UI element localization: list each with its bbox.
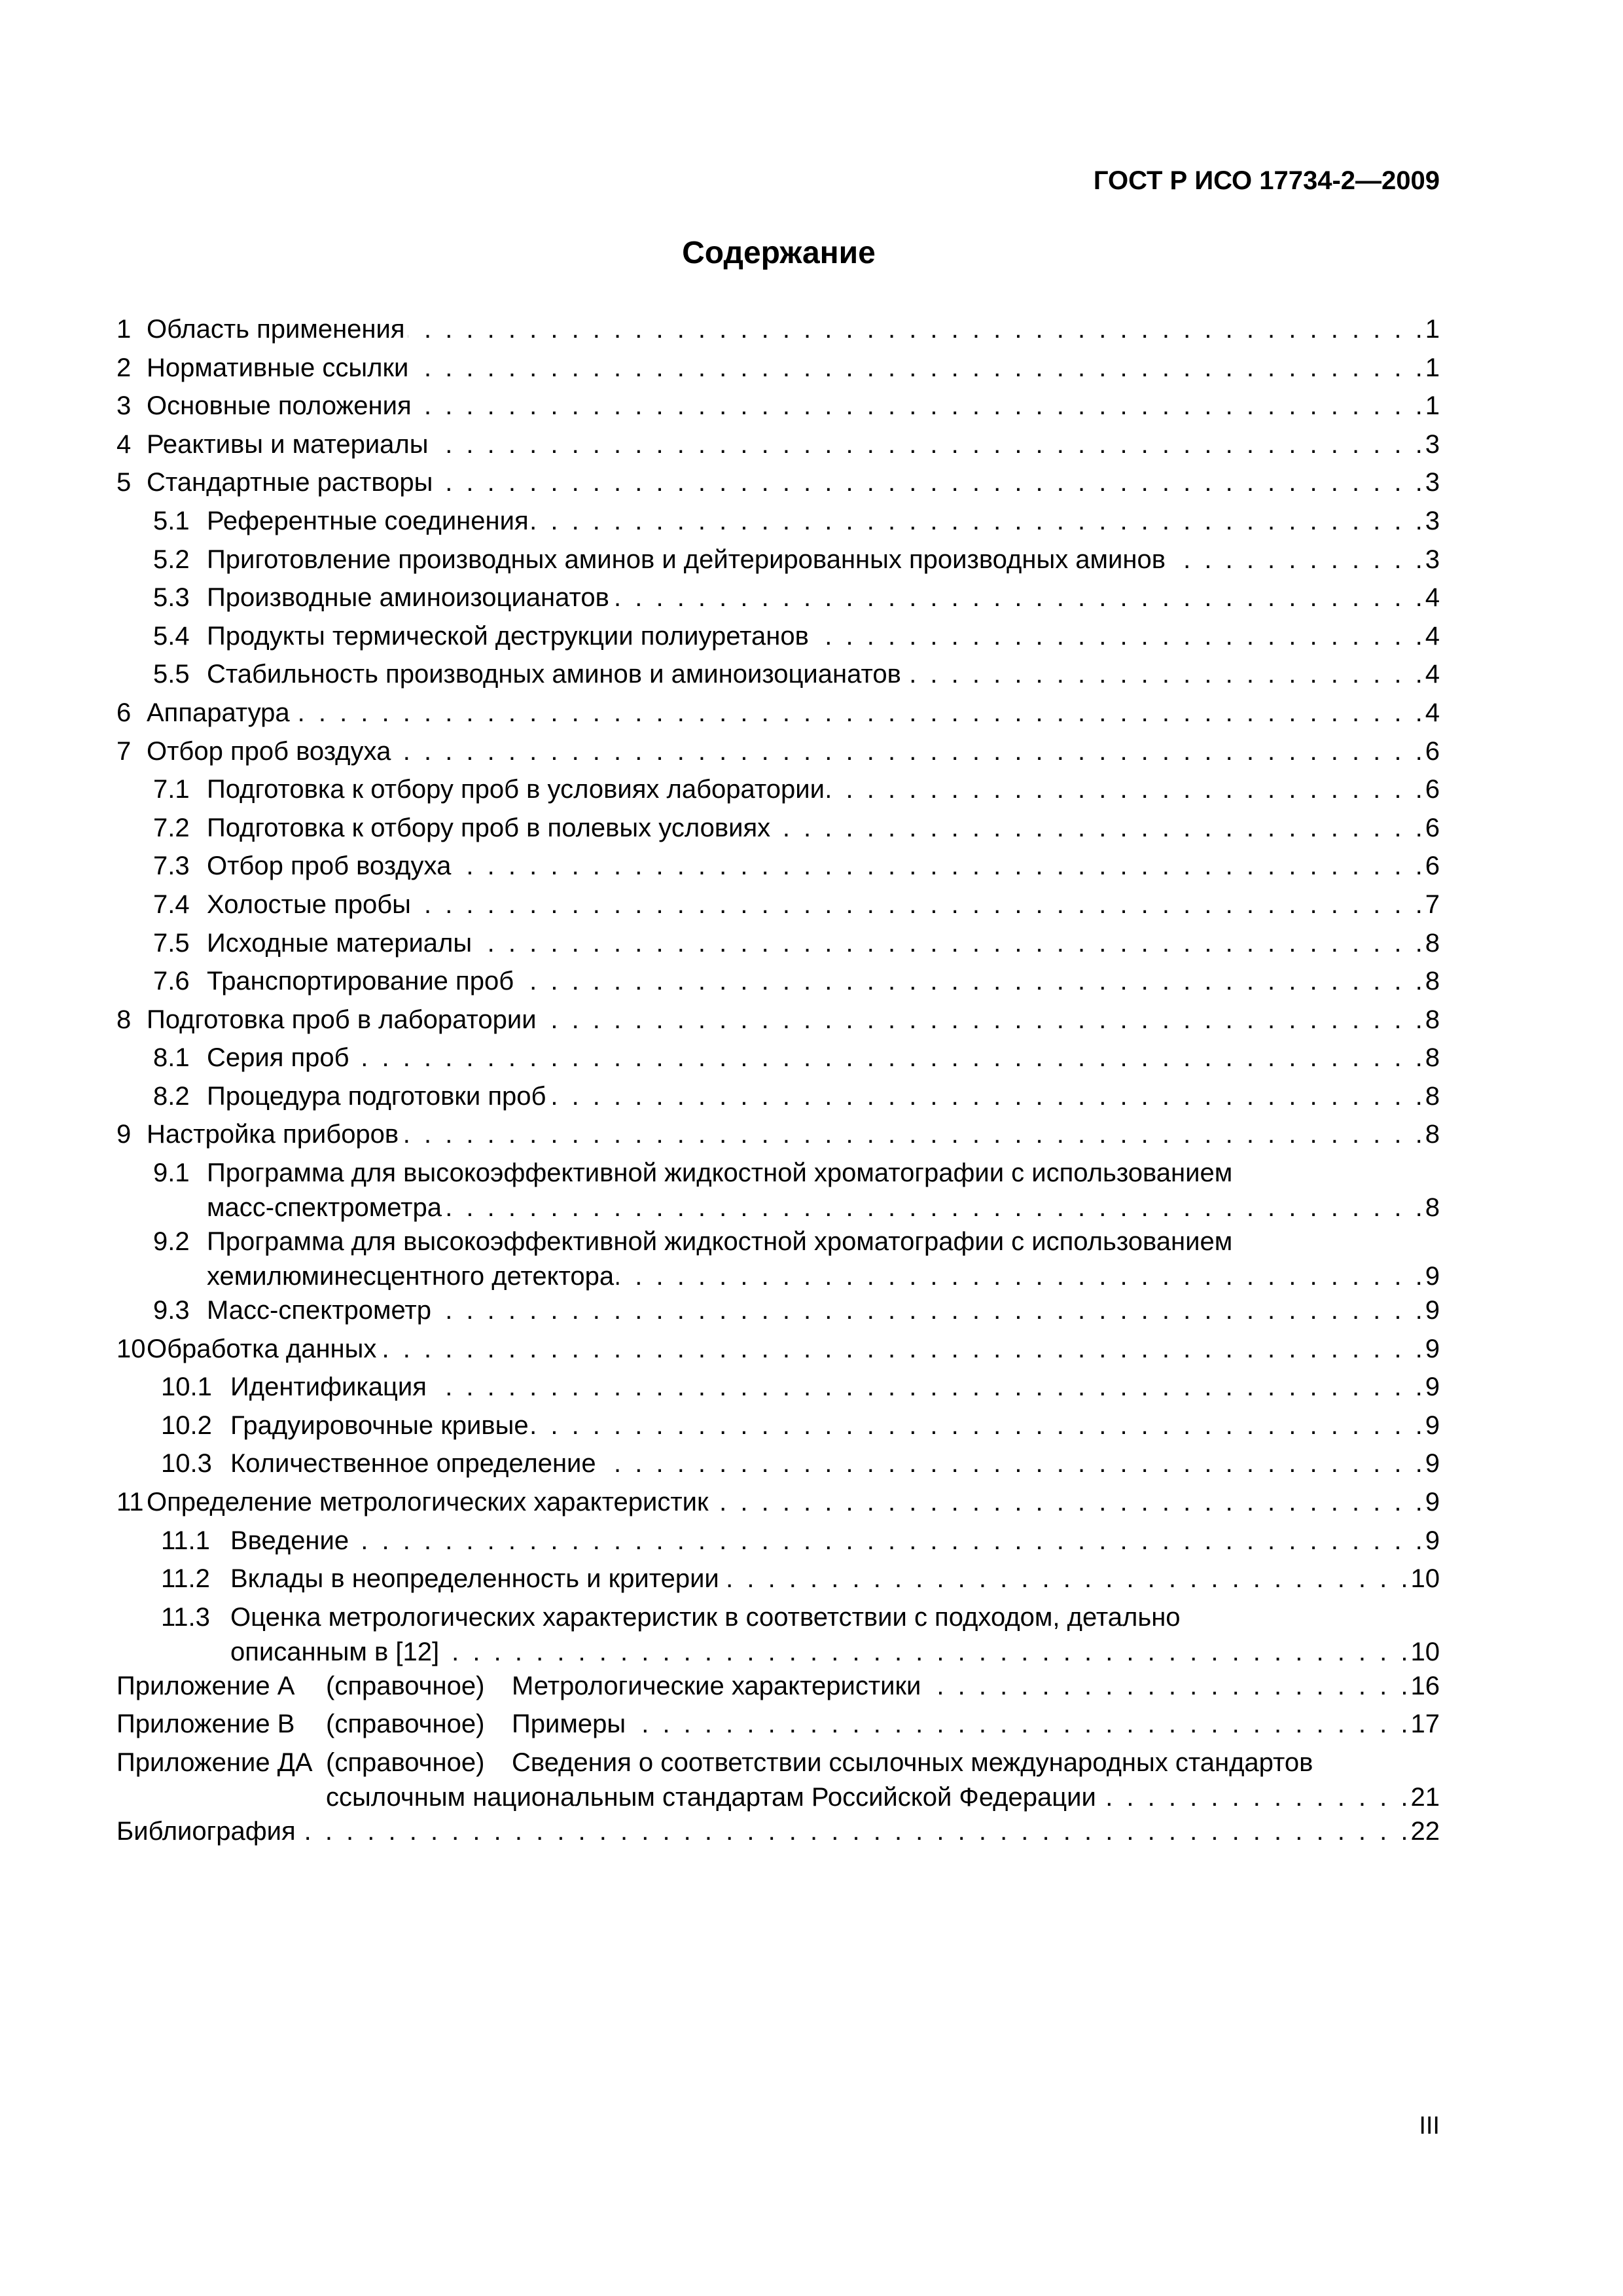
toc-leader-dots xyxy=(628,1705,1408,1743)
toc-entry-page: 8 xyxy=(1425,928,1440,958)
toc-entry-title: Нормативные ссылки xyxy=(147,349,411,387)
toc-entry-title: Стандартные растворы xyxy=(147,463,435,501)
toc-entry[interactable] xyxy=(116,1598,1440,1667)
toc-entry-page: 3 xyxy=(1425,468,1440,497)
toc-entry-number: 7.3 xyxy=(153,852,190,881)
toc-entry-title: Введение xyxy=(230,1522,351,1560)
toc-entry-number: 10.1 xyxy=(161,1372,212,1402)
toc-entry-number: 11.2 xyxy=(161,1564,210,1594)
toc-entry-number: 7.1 xyxy=(153,775,190,804)
toc-entry-page: 8 xyxy=(1425,1043,1440,1073)
toc-entry-page: 8 xyxy=(1425,1120,1440,1149)
toc-entry-page: 3 xyxy=(1425,429,1440,459)
toc-leader-dots xyxy=(923,1667,1408,1705)
toc-leader-dots xyxy=(599,1444,1423,1482)
toc-entry-page: 8 xyxy=(1425,967,1440,996)
toc-leader-dots xyxy=(616,1257,1423,1295)
toc-entry-page: 4 xyxy=(1425,698,1440,727)
toc-leader-dots xyxy=(548,1077,1422,1115)
toc-entry[interactable] xyxy=(116,1115,1440,1154)
toc-leader-dots xyxy=(351,1522,1423,1560)
toc-entry-page: 3 xyxy=(1425,506,1440,535)
toc-entry-title: Подготовка к отбору проб в условиях лаборатории xyxy=(207,770,827,808)
toc-entry[interactable] xyxy=(116,1444,1440,1483)
toc-entry[interactable] xyxy=(116,541,1440,579)
toc-entry[interactable] xyxy=(116,924,1440,963)
toc-entry[interactable] xyxy=(116,1407,1440,1445)
toc-entry-page: 8 xyxy=(1425,1193,1440,1223)
toc-entry-title: Количественное определение xyxy=(230,1444,599,1482)
toc-entry-annex-status: (справочное) xyxy=(326,1671,485,1700)
toc-entry-number: 7.4 xyxy=(153,889,190,919)
toc-leader-dots xyxy=(531,502,1423,540)
toc-entry-title: хемилюминесцентного детектора xyxy=(207,1257,616,1295)
toc-entry-title: описанным в [12] xyxy=(230,1633,442,1671)
toc-leader-dots xyxy=(442,1633,1408,1671)
toc-entry-page: 16 xyxy=(1410,1671,1440,1700)
toc-leader-dots xyxy=(414,387,1423,425)
toc-entry-page: 1 xyxy=(1425,353,1440,382)
toc-entry-number: 8 xyxy=(116,1005,132,1034)
toc-entry[interactable] xyxy=(116,579,1440,617)
toc-leader-dots xyxy=(812,617,1423,655)
toc-entry[interactable] xyxy=(116,732,1440,771)
toc-entry-title: Примеры xyxy=(512,1705,628,1743)
toc-entry[interactable] xyxy=(116,310,1440,349)
toc-entry-number: 7 xyxy=(116,736,132,766)
toc-entry-number: 10.2 xyxy=(161,1410,212,1440)
toc-entry-title: Подготовка проб в лаборатории xyxy=(147,1001,539,1039)
toc-entry-number: 7.2 xyxy=(153,813,190,842)
toc-entry-title: Оценка метрологических характеристик в соответствии с подходом, детально xyxy=(230,1602,1181,1632)
toc-leader-dots xyxy=(444,1189,1423,1227)
toc-entry[interactable] xyxy=(116,1039,1440,1077)
toc-entry-page: 7 xyxy=(1425,889,1440,919)
toc-entry-title: Приготовление производных аминов и дейтерированных производных аминов xyxy=(207,541,1168,579)
toc-entry-page: 10 xyxy=(1410,1564,1440,1594)
toc-entry-title: Градуировочные кривые xyxy=(230,1407,531,1444)
toc-entry-number: 5.5 xyxy=(153,660,190,689)
toc-entry-number: 3 xyxy=(116,391,132,421)
toc-entry-number: 8.2 xyxy=(153,1081,190,1111)
toc-entry[interactable] xyxy=(116,1705,1440,1744)
toc-entry-page: 6 xyxy=(1425,813,1440,842)
toc-entry-number: 5.1 xyxy=(153,506,190,535)
toc-leader-dots xyxy=(393,732,1422,770)
toc-entry-title: Стабильность производных аминов и аминоизоцианатов xyxy=(207,655,904,693)
toc-entry-page: 9 xyxy=(1425,1296,1440,1325)
toc-entry[interactable] xyxy=(116,1483,1440,1522)
toc-entry-title: Основные положения xyxy=(147,387,414,425)
toc-leader-dots xyxy=(401,1115,1423,1153)
toc-entry[interactable] xyxy=(116,1744,1440,1812)
toc-entry-page: 9 xyxy=(1425,1488,1440,1517)
toc-entry[interactable] xyxy=(116,809,1440,848)
toc-leader-dots xyxy=(612,579,1423,617)
toc-leader-dots xyxy=(414,886,1423,924)
toc-entry[interactable] xyxy=(116,655,1440,694)
toc-entry[interactable] xyxy=(116,1368,1440,1407)
toc-leader-dots xyxy=(1099,1778,1408,1816)
toc-entry[interactable] xyxy=(116,1560,1440,1598)
toc-entry-page: 17 xyxy=(1410,1710,1440,1739)
toc-entry[interactable] xyxy=(116,1522,1440,1560)
toc-leader-dots xyxy=(379,1330,1422,1368)
toc-entry-page: 6 xyxy=(1425,775,1440,804)
toc-entry-page: 4 xyxy=(1425,660,1440,689)
toc-entry-title: Референтные соединения xyxy=(207,502,531,540)
toc-entry-page: 3 xyxy=(1425,545,1440,574)
toc-entry-title: Производные аминоизоцианатов xyxy=(207,579,612,617)
toc-entry-title: Программа для высокоэффективной жидкостной хроматографии с использованием xyxy=(207,1227,1233,1257)
toc-entry-number: 1 xyxy=(116,315,132,344)
toc-entry-title: Обработка данных xyxy=(147,1330,379,1368)
toc-entry-page: 10 xyxy=(1410,1637,1440,1666)
toc-entry-title: Библиография xyxy=(116,1812,298,1850)
toc-leader-dots xyxy=(722,1560,1408,1598)
toc-entry-number: 6 xyxy=(116,698,132,727)
toc-leader-dots xyxy=(408,310,1423,348)
toc-entry-page: 4 xyxy=(1425,583,1440,613)
toc-entry-number: 2 xyxy=(116,353,132,382)
toc-entry-number: 11.1 xyxy=(161,1526,210,1555)
toc-leader-dots xyxy=(435,463,1422,501)
toc-entry[interactable] xyxy=(116,1077,1440,1116)
toc-entry-number: Приложение ДА xyxy=(116,1748,313,1777)
toc-entry-number: 10.3 xyxy=(161,1449,212,1479)
toc-entry-title: Идентификация xyxy=(230,1368,429,1406)
toc-entry-number: Приложение В xyxy=(116,1710,295,1739)
toc-entry-number: 7.6 xyxy=(153,967,190,996)
toc-entry-title: Настройка приборов xyxy=(147,1115,401,1153)
toc-entry[interactable] xyxy=(116,1667,1440,1706)
table-of-contents xyxy=(116,310,1440,1851)
toc-leader-dots xyxy=(1168,541,1423,579)
toc-entry[interactable] xyxy=(116,1291,1440,1330)
toc-entry[interactable] xyxy=(116,617,1440,656)
toc-entry-number: 9 xyxy=(116,1120,132,1149)
toc-entry-page: 8 xyxy=(1425,1081,1440,1111)
toc-leader-dots xyxy=(429,1368,1423,1406)
toc-entry-title: Серия проб xyxy=(207,1039,352,1077)
toc-entry-title: Исходные материалы xyxy=(207,924,474,962)
toc-entry-title: Программа для высокоэффективной жидкостной хроматографии с использованием xyxy=(207,1158,1233,1188)
toc-entry-annex-status: (справочное) xyxy=(326,1748,485,1777)
toc-leader-dots xyxy=(454,847,1422,885)
toc-leader-dots xyxy=(352,1039,1423,1077)
toc-entry-number: 10 xyxy=(116,1334,146,1363)
toc-entry-title: Сведения о соответствии ссылочных международных стандартов xyxy=(512,1748,1313,1777)
toc-entry-title: Отбор проб воздуха xyxy=(207,847,454,885)
toc-leader-dots xyxy=(434,1291,1423,1329)
toc-entry-title: Отбор проб воздуха xyxy=(147,732,393,770)
toc-entry-number: 11 xyxy=(116,1488,144,1517)
toc-entry-page: 9 xyxy=(1425,1372,1440,1402)
toc-entry-title: Область применения xyxy=(147,310,408,348)
toc-entry-title: ссылочным национальным стандартам Российской Федерации xyxy=(326,1778,1099,1816)
toc-entry[interactable] xyxy=(116,1001,1440,1039)
toc-entry-title: Транспортирование проб xyxy=(207,962,516,1000)
toc-entry-page: 1 xyxy=(1425,315,1440,344)
toc-entry[interactable] xyxy=(116,1154,1440,1223)
toc-entry[interactable] xyxy=(116,1330,1440,1369)
toc-entry[interactable] xyxy=(116,847,1440,886)
toc-entry[interactable] xyxy=(116,463,1440,502)
toc-entry-title: Процедура подготовки проб xyxy=(207,1077,548,1115)
toc-entry-number: 9.1 xyxy=(153,1158,190,1188)
toc-entry-title: Подготовка к отбору проб в полевых условиях xyxy=(207,809,773,847)
toc-entry-page: 6 xyxy=(1425,852,1440,881)
toc-entry-number: 4 xyxy=(116,429,132,459)
page-number: III xyxy=(1419,2112,1440,2140)
toc-entry-number: 5.4 xyxy=(153,621,190,651)
toc-entry[interactable] xyxy=(116,770,1440,809)
toc-entry-number: 5.2 xyxy=(153,545,190,574)
toc-leader-dots xyxy=(827,770,1423,808)
toc-entry-annex-status: (справочное) xyxy=(326,1710,485,1739)
toc-leader-dots xyxy=(539,1001,1423,1039)
toc-entry-page: 9 xyxy=(1425,1526,1440,1555)
toc-leader-dots xyxy=(474,924,1423,962)
document-header: ГОСТ Р ИСО 17734-2—2009 xyxy=(1093,166,1440,195)
toc-entry-number: 5 xyxy=(116,468,132,497)
toc-entry-number: 5.3 xyxy=(153,583,190,613)
toc-entry[interactable] xyxy=(116,425,1440,464)
toc-entry[interactable] xyxy=(116,962,1440,1001)
toc-leader-dots xyxy=(531,1407,1423,1444)
toc-entry-page: 8 xyxy=(1425,1005,1440,1034)
toc-entry-title: Продукты термической деструкции полиуретанов xyxy=(207,617,812,655)
toc-leader-dots xyxy=(298,1812,1408,1850)
toc-entry-page: 21 xyxy=(1410,1783,1440,1812)
toc-entry-title: Аппаратура xyxy=(147,694,293,732)
toc-entry-page: 9 xyxy=(1425,1334,1440,1363)
toc-leader-dots xyxy=(773,809,1423,847)
toc-entry-number: 8.1 xyxy=(153,1043,190,1073)
toc-entry[interactable] xyxy=(116,349,1440,387)
toc-entry-title: Реактивы и материалы xyxy=(147,425,431,463)
toc-entry[interactable] xyxy=(116,387,1440,425)
toc-leader-dots xyxy=(904,655,1423,693)
toc-entry-page: 6 xyxy=(1425,736,1440,766)
toc-leader-dots xyxy=(293,694,1423,732)
toc-entry-number: 7.5 xyxy=(153,928,190,958)
toc-entry-title: Метрологические характеристики xyxy=(512,1667,923,1705)
toc-entry-number: 9.3 xyxy=(153,1296,190,1325)
toc-entry-page: 9 xyxy=(1425,1410,1440,1440)
toc-entry-title: Холостые пробы xyxy=(207,886,414,924)
toc-entry-title: Определение метрологических характеристик xyxy=(147,1483,711,1521)
toc-entry-title: Масс-спектрометр xyxy=(207,1291,434,1329)
toc-entry-number: Приложение А xyxy=(116,1671,295,1700)
toc-entry[interactable] xyxy=(116,1812,1440,1851)
toc-entry-title: Вклады в неопределенность и критерии xyxy=(230,1560,722,1598)
toc-entry-page: 4 xyxy=(1425,621,1440,651)
toc-entry-page: 9 xyxy=(1425,1449,1440,1479)
toc-entry[interactable] xyxy=(116,694,1440,732)
toc-leader-dots xyxy=(411,349,1422,387)
toc-leader-dots xyxy=(516,962,1423,1000)
toc-leader-dots xyxy=(431,425,1423,463)
toc-entry-number: 9.2 xyxy=(153,1227,190,1257)
toc-entry-title: масс-спектрометра xyxy=(207,1189,444,1227)
toc-entry[interactable] xyxy=(116,502,1440,541)
toc-entry[interactable] xyxy=(116,1223,1440,1291)
toc-entry-page: 22 xyxy=(1410,1817,1440,1846)
toc-entry-page: 1 xyxy=(1425,391,1440,421)
toc-entry[interactable] xyxy=(116,886,1440,924)
toc-entry-page: 9 xyxy=(1425,1262,1440,1291)
toc-leader-dots xyxy=(711,1483,1423,1521)
toc-entry-number: 11.3 xyxy=(161,1602,210,1632)
page-title: Содержание xyxy=(682,236,876,270)
